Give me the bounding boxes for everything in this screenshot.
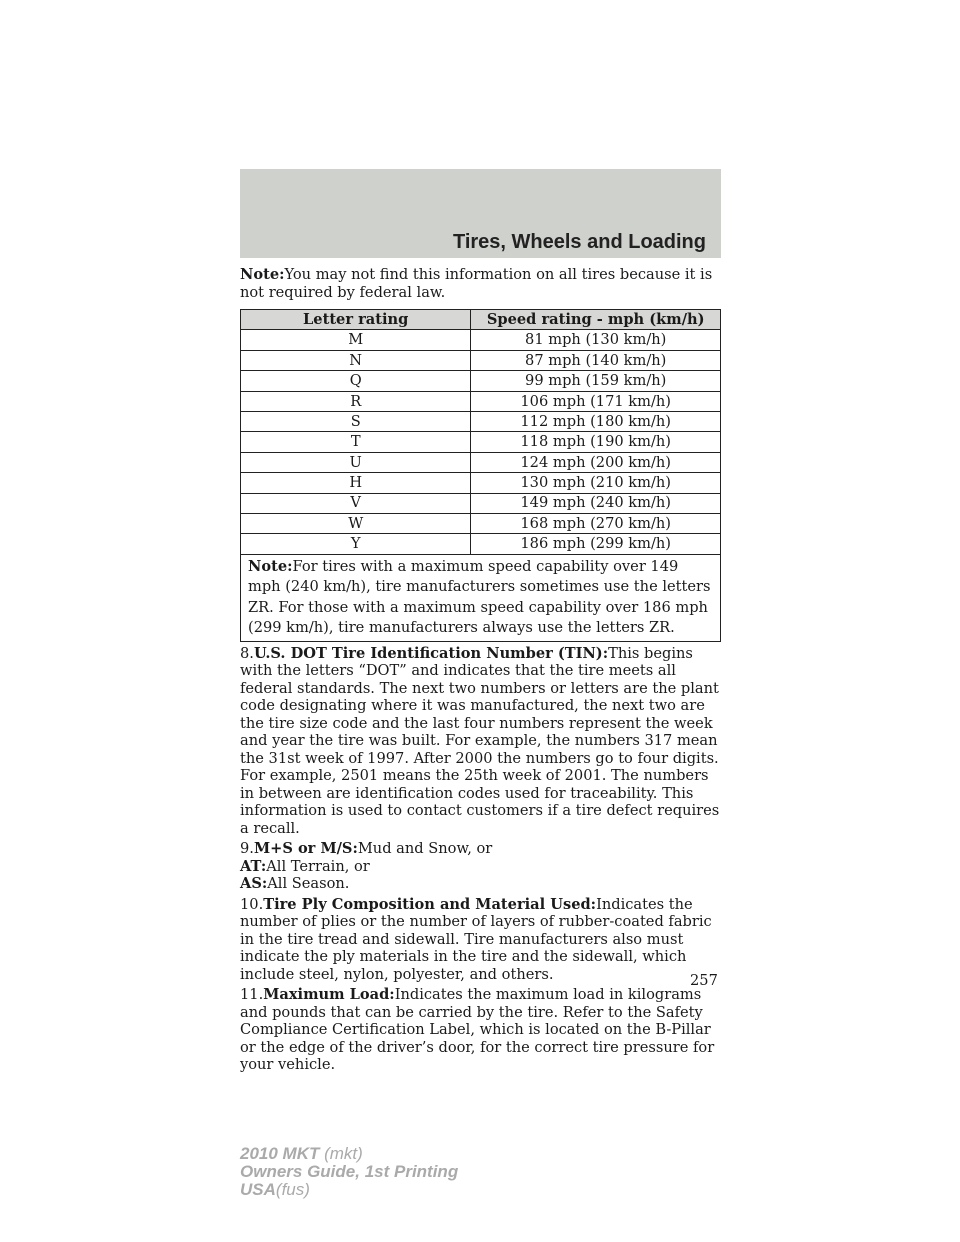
table-row (241, 513, 721, 533)
item-9-label-at: AT: (240, 857, 267, 875)
table-note-cell (241, 554, 721, 641)
note-label: Note: (240, 266, 285, 283)
speed-cell: 186 mph (299 km/h) (471, 534, 721, 554)
speed-cell: 81 mph (130 km/h) (471, 330, 721, 350)
letter-cell: H (241, 473, 471, 493)
note-paragraph (240, 266, 721, 301)
footer-market-code: (fus) (275, 1180, 310, 1199)
item-8-paragraph (240, 645, 721, 838)
table-row (241, 452, 721, 472)
table-row (241, 330, 721, 350)
section-title: Tires, Wheels and Loading (452, 231, 706, 253)
speed-cell: 87 mph (140 km/h) (471, 350, 721, 370)
table-note-text: For tires with a maximum speed capability over 149 mph (240 km/h), tire manufacturers sometimes use the letters ZR. For those with a maximum speed capability over 186 mph (299 km/h), tire manufacturers always use the letters ZR. (248, 557, 711, 637)
item-9-text-ms: Mud and Snow, or (357, 840, 493, 858)
letter-cell: M (241, 330, 471, 350)
footer-model-code: (mkt) (324, 1144, 363, 1163)
letter-cell: U (241, 452, 471, 472)
footer-line-2: Owners Guide, 1st Printing (240, 1162, 459, 1181)
table-header-row (241, 310, 721, 330)
item-9-label-as: AS: (240, 875, 268, 893)
item-10-number: 10. (240, 895, 264, 913)
item-9-paragraph (240, 840, 721, 893)
table-row (241, 350, 721, 370)
item-11-title: Maximum Load: (263, 986, 395, 1004)
item-11-number: 11. (240, 986, 264, 1004)
letter-cell: Q (241, 371, 471, 391)
table-row (241, 371, 721, 391)
letter-cell: V (241, 493, 471, 513)
page-content (240, 266, 721, 1074)
letter-cell: Y (241, 534, 471, 554)
table-row (241, 432, 721, 452)
table-row (241, 534, 721, 554)
section-header-band (240, 169, 721, 258)
footer-line-3 (240, 1181, 458, 1199)
speed-cell: 112 mph (180 km/h) (471, 411, 721, 431)
speed-cell: 124 mph (200 km/h) (471, 452, 721, 472)
letter-cell: N (241, 350, 471, 370)
item-11-text: Indicates the maximum load in kilograms and pounds that can be carried by the tire. Refer to the Safety Compliance Certification Label, which is located on the B-Pillar or the edge of the driver’s door, for the correct tire pressure for your vehicle. (240, 986, 715, 1074)
item-9-text-at: All Terrain, or (266, 857, 370, 875)
table-row (241, 391, 721, 411)
item-10-text: Indicates the number of plies or the number of layers of rubber-coated fabric in the tire tread and sidewall. Tire manufacturers also must indicate the ply materials in the tire and the sidewall, which include steel, nylon, polyester, and others. (240, 895, 712, 983)
table-note-label: Note: (248, 557, 293, 575)
letter-cell: T (241, 432, 471, 452)
item-10-title: Tire Ply Composition and Material Used: (263, 895, 597, 913)
speed-cell: 99 mph (159 km/h) (471, 371, 721, 391)
column-header-speed: Speed rating - mph (km/h) (471, 310, 721, 330)
speed-cell: 118 mph (190 km/h) (471, 432, 721, 452)
item-9-text-as: All Season. (267, 875, 350, 893)
letter-cell: R (241, 391, 471, 411)
item-8-title: U.S. DOT Tire Identification Number (TIN): (253, 644, 609, 662)
speed-rating-table (240, 309, 721, 642)
item-8-text: This begins with the letters “DOT” and indicates that the tire meets all federal standards. The next two numbers or letters are the plant code designating where it was manufactured, the next two are the tire size code and the last four numbers represent the week and year the tire was built. For example, the numbers 317 mean the 31st week of 1997. After 2000 the numbers go to four digits. For example, 2501 means the 25th week of 2001. The numbers in between are identification codes used for traceability. This information is used to contact customers if a tire defect requires a recall. (240, 644, 720, 837)
table-row (241, 473, 721, 493)
speed-cell: 130 mph (210 km/h) (471, 473, 721, 493)
footer-line-1 (240, 1145, 458, 1163)
table-note-row (241, 554, 721, 641)
speed-cell: 149 mph (240 km/h) (471, 493, 721, 513)
column-header-letter: Letter rating (241, 310, 471, 330)
footer (240, 1145, 458, 1199)
letter-cell: S (241, 411, 471, 431)
table-row (241, 411, 721, 431)
item-11-paragraph (240, 986, 721, 1074)
item-10-paragraph (240, 896, 721, 984)
page-number: 257 (690, 972, 718, 989)
table-row (241, 493, 721, 513)
footer-market: USA (240, 1180, 276, 1199)
speed-cell: 168 mph (270 km/h) (471, 513, 721, 533)
item-9-number: 9. (240, 840, 254, 858)
speed-cell: 106 mph (171 km/h) (471, 391, 721, 411)
item-8-number: 8. (240, 644, 254, 662)
letter-cell: W (241, 513, 471, 533)
item-9-label-ms: M+S or M/S: (253, 840, 358, 858)
note-text: You may not find this information on all tires because it is not required by federal law. (240, 266, 713, 301)
footer-model: 2010 MKT (240, 1144, 320, 1163)
